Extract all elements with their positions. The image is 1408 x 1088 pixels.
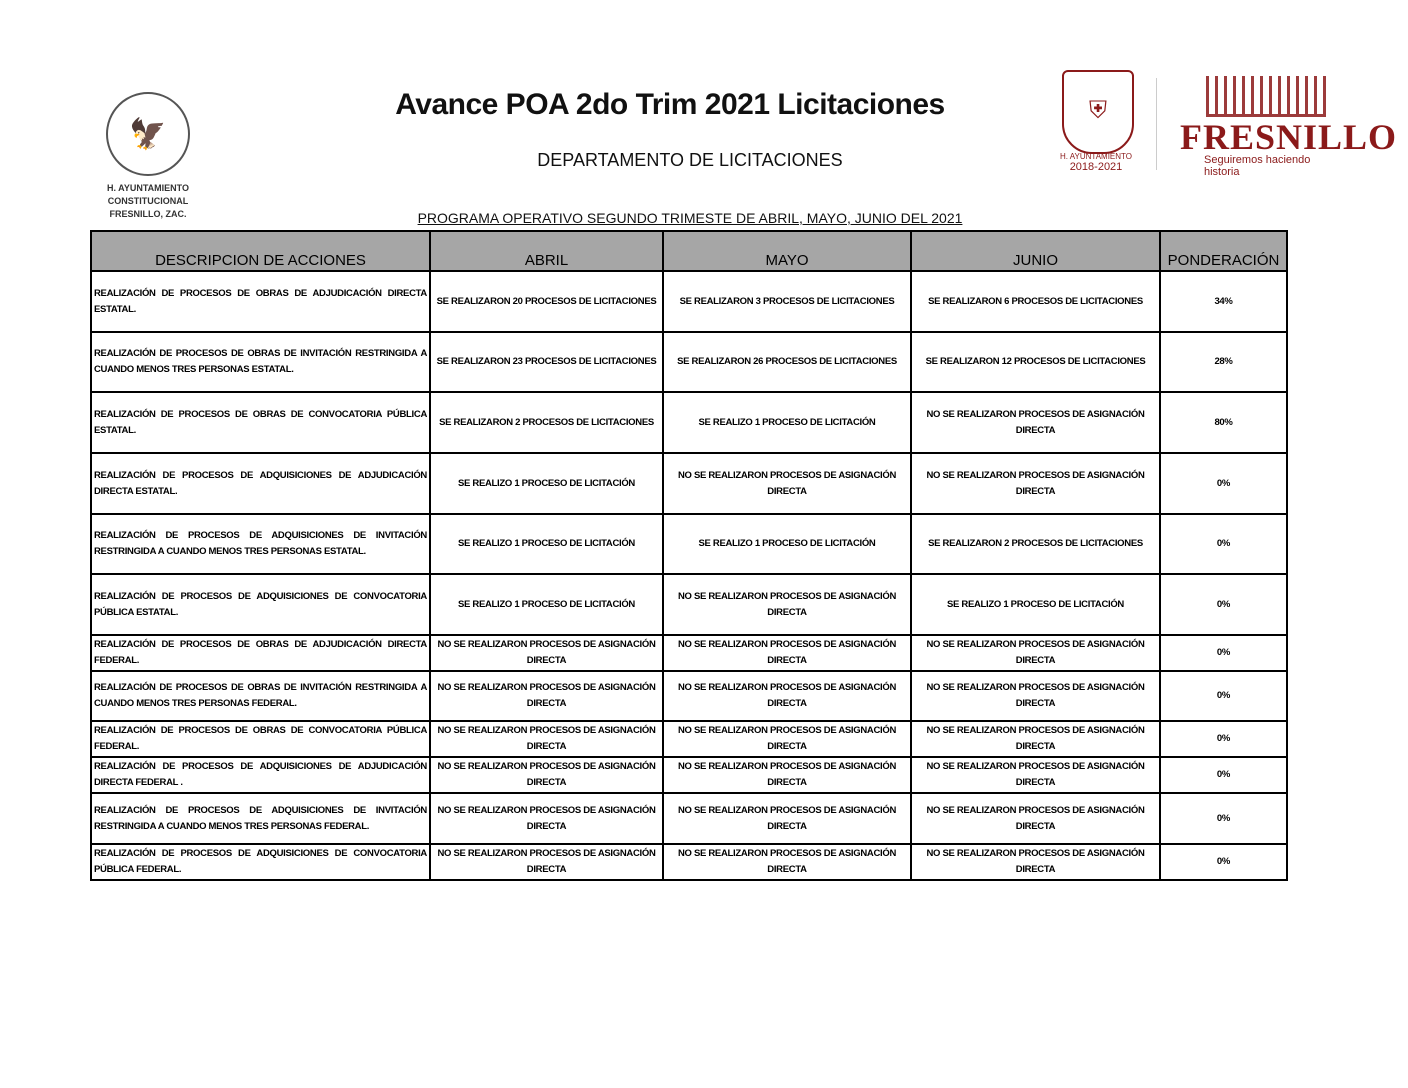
junio-cell: NO SE REALIZARON PROCESOS DE ASIGNACIÓN DIRECTA <box>911 453 1160 514</box>
junio-cell: NO SE REALIZARON PROCESOS DE ASIGNACIÓN DIRECTA <box>911 635 1160 671</box>
description-cell: REALIZACIÓN DE PROCESOS DE OBRAS DE CONVOCATORIA PÚBLICA ESTATAL. <box>91 392 430 453</box>
table-row <box>91 721 1287 757</box>
ponderacion-cell: 0% <box>1160 514 1287 574</box>
eagle-seal-icon: 🦅 <box>106 92 190 176</box>
description-cell: REALIZACIÓN DE PROCESOS DE OBRAS DE INVITACIÓN RESTRINGIDA A CUANDO MENOS TRES PERSONAS ESTATAL. <box>91 332 430 392</box>
description-cell: REALIZACIÓN DE PROCESOS DE ADQUISICIONES DE CONVOCATORIA PÚBLICA FEDERAL. <box>91 844 430 880</box>
ponderacion-cell: 28% <box>1160 332 1287 392</box>
mayo-cell: SE REALIZARON 3 PROCESOS DE LICITACIONES <box>663 271 911 332</box>
abril-cell: NO SE REALIZARON PROCESOS DE ASIGNACIÓN DIRECTA <box>430 635 663 671</box>
divider <box>1156 78 1157 170</box>
junio-cell: SE REALIZARON 6 PROCESOS DE LICITACIONES <box>911 271 1160 332</box>
mayo-cell: NO SE REALIZARON PROCESOS DE ASIGNACIÓN DIRECTA <box>663 635 911 671</box>
junio-cell: SE REALIZARON 2 PROCESOS DE LICITACIONES <box>911 514 1160 574</box>
abril-cell: NO SE REALIZARON PROCESOS DE ASIGNACIÓN DIRECTA <box>430 844 663 880</box>
actions-table <box>90 230 1288 881</box>
description-cell: REALIZACIÓN DE PROCESOS DE ADQUISICIONES DE CONVOCATORIA PÚBLICA ESTATAL. <box>91 574 430 635</box>
department-title: DEPARTAMENTO DE LICITACIONES <box>537 150 843 170</box>
logo-line: CONSTITUCIONAL <box>107 196 189 206</box>
ponderacion-cell: 0% <box>1160 844 1287 880</box>
mexico-coat-of-arms-logo <box>98 92 198 221</box>
junio-cell: NO SE REALIZARON PROCESOS DE ASIGNACIÓN DIRECTA <box>911 721 1160 757</box>
description-cell: REALIZACIÓN DE PROCESOS DE ADQUISICIONES DE ADJUDICACIÓN DIRECTA FEDERAL . <box>91 757 430 793</box>
abril-cell: SE REALIZARON 2 PROCESOS DE LICITACIONES <box>430 392 663 453</box>
ayuntamiento-text: H. AYUNTAMIENTO <box>1059 152 1132 161</box>
mayo-cell: SE REALIZO 1 PROCESO DE LICITACIÓN <box>663 392 911 453</box>
table-row <box>91 332 1287 392</box>
table-row <box>91 757 1287 793</box>
ponderacion-cell: 0% <box>1160 671 1287 721</box>
column-header: ABRIL <box>430 231 663 271</box>
description-cell: REALIZACIÓN DE PROCESOS DE ADQUISICIONES DE INVITACIÓN RESTRINGIDA A CUANDO MENOS TRES PERSONAS FEDERAL. <box>91 793 430 844</box>
abril-cell: SE REALIZARON 23 PROCESOS DE LICITACIONES <box>430 332 663 392</box>
ayuntamiento-label <box>1058 152 1134 172</box>
junio-cell: SE REALIZARON 12 PROCESOS DE LICITACIONES <box>911 332 1160 392</box>
abril-cell: NO SE REALIZARON PROCESOS DE ASIGNACIÓN DIRECTA <box>430 671 663 721</box>
mayo-cell: NO SE REALIZARON PROCESOS DE ASIGNACIÓN DIRECTA <box>663 574 911 635</box>
ponderacion-cell: 0% <box>1160 574 1287 635</box>
description-cell: REALIZACIÓN DE PROCESOS DE ADQUISICIONES DE ADJUDICACIÓN DIRECTA ESTATAL. <box>91 453 430 514</box>
table-row <box>91 574 1287 635</box>
description-cell: REALIZACIÓN DE PROCESOS DE OBRAS DE CONVOCATORIA PÚBLICA FEDERAL. <box>91 721 430 757</box>
logo-left-text <box>98 182 198 221</box>
abril-cell: SE REALIZO 1 PROCESO DE LICITACIÓN <box>430 514 663 574</box>
junio-cell: SE REALIZO 1 PROCESO DE LICITACIÓN <box>911 574 1160 635</box>
table-row <box>91 392 1287 453</box>
junio-cell: NO SE REALIZARON PROCESOS DE ASIGNACIÓN DIRECTA <box>911 844 1160 880</box>
junio-cell: NO SE REALIZARON PROCESOS DE ASIGNACIÓN DIRECTA <box>911 793 1160 844</box>
junio-cell: NO SE REALIZARON PROCESOS DE ASIGNACIÓN DIRECTA <box>911 671 1160 721</box>
mayo-cell: SE REALIZO 1 PROCESO DE LICITACIÓN <box>663 514 911 574</box>
fresnillo-logo <box>1058 70 1398 178</box>
logo-line: FRESNILLO, ZAC. <box>109 209 187 219</box>
table-row <box>91 844 1287 880</box>
mayo-cell: NO SE REALIZARON PROCESOS DE ASIGNACIÓN DIRECTA <box>663 757 911 793</box>
ponderacion-cell: 0% <box>1160 793 1287 844</box>
abril-cell: SE REALIZO 1 PROCESO DE LICITACIÓN <box>430 453 663 514</box>
table-row <box>91 793 1287 844</box>
ponderacion-cell: 0% <box>1160 453 1287 514</box>
ponderacion-cell: 0% <box>1160 635 1287 671</box>
page-title: Avance POA 2do Trim 2021 Licitaciones <box>395 88 945 121</box>
ponderacion-cell: 0% <box>1160 757 1287 793</box>
mayo-cell: NO SE REALIZARON PROCESOS DE ASIGNACIÓN DIRECTA <box>663 844 911 880</box>
table-row <box>91 271 1287 332</box>
table-row <box>91 453 1287 514</box>
junio-cell: NO SE REALIZARON PROCESOS DE ASIGNACIÓN DIRECTA <box>911 757 1160 793</box>
ponderacion-cell: 34% <box>1160 271 1287 332</box>
column-header: DESCRIPCION DE ACCIONES <box>91 231 430 271</box>
description-cell: REALIZACIÓN DE PROCESOS DE ADQUISICIONES DE INVITACIÓN RESTRINGIDA A CUANDO MENOS TRES PERSONAS ESTATAL. <box>91 514 430 574</box>
abril-cell: NO SE REALIZARON PROCESOS DE ASIGNACIÓN DIRECTA <box>430 757 663 793</box>
mayo-cell: NO SE REALIZARON PROCESOS DE ASIGNACIÓN DIRECTA <box>663 453 911 514</box>
table-row <box>91 671 1287 721</box>
mayo-cell: SE REALIZARON 26 PROCESOS DE LICITACIONES <box>663 332 911 392</box>
table-row <box>91 514 1287 574</box>
table-row <box>91 635 1287 671</box>
column-header: MAYO <box>663 231 911 271</box>
mayo-cell: NO SE REALIZARON PROCESOS DE ASIGNACIÓN DIRECTA <box>663 721 911 757</box>
column-header: JUNIO <box>911 231 1160 271</box>
abril-cell: SE REALIZARON 20 PROCESOS DE LICITACIONES <box>430 271 663 332</box>
ponderacion-cell: 0% <box>1160 721 1287 757</box>
years-text: 2018-2021 <box>1069 161 1123 173</box>
mayo-cell: NO SE REALIZARON PROCESOS DE ASIGNACIÓN DIRECTA <box>663 793 911 844</box>
description-cell: REALIZACIÓN DE PROCESOS DE OBRAS DE ADJUDICACIÓN DIRECTA ESTATAL. <box>91 271 430 332</box>
abril-cell: NO SE REALIZARON PROCESOS DE ASIGNACIÓN DIRECTA <box>430 793 663 844</box>
ponderacion-cell: 80% <box>1160 392 1287 453</box>
abril-cell: NO SE REALIZARON PROCESOS DE ASIGNACIÓN DIRECTA <box>430 721 663 757</box>
table-header-row <box>91 231 1287 271</box>
municipal-shield-icon: ⛨ <box>1062 70 1134 154</box>
description-cell: REALIZACIÓN DE PROCESOS DE OBRAS DE ADJUDICACIÓN DIRECTA FEDERAL. <box>91 635 430 671</box>
program-subtitle: PROGRAMA OPERATIVO SEGUNDO TRIMESTE DE ABRIL, MAYO, JUNIO DEL 2021 <box>417 210 963 226</box>
description-cell: REALIZACIÓN DE PROCESOS DE OBRAS DE INVITACIÓN RESTRINGIDA A CUANDO MENOS TRES PERSONAS FEDERAL. <box>91 671 430 721</box>
junio-cell: NO SE REALIZARON PROCESOS DE ASIGNACIÓN DIRECTA <box>911 392 1160 453</box>
logo-line: H. AYUNTAMIENTO <box>106 183 189 193</box>
brand-name: FRESNILLO <box>1180 117 1398 157</box>
mayo-cell: NO SE REALIZARON PROCESOS DE ASIGNACIÓN DIRECTA <box>663 671 911 721</box>
column-header: PONDERACIÓN <box>1160 231 1287 271</box>
building-icon <box>1206 76 1326 117</box>
brand-slogan: Seguiremos haciendo historia <box>1204 154 1311 178</box>
abril-cell: SE REALIZO 1 PROCESO DE LICITACIÓN <box>430 574 663 635</box>
